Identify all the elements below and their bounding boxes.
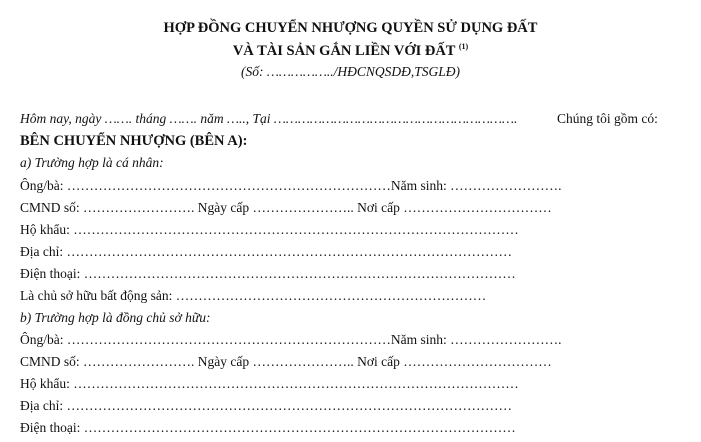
owner-field: Ông/bà: ………………………………………………………………Năm sinh: …………………….	[20, 178, 562, 193]
title-line-2-text: VÀ TÀI SẢN GẮN LIỀN VỚI ĐẤT	[232, 43, 456, 59]
contract-title-line-1: HỢP ĐỒNG CHUYỂN NHƯỢNG QUYỀN SỬ DỤNG ĐẤT	[163, 20, 538, 36]
co-owner-phone-field: Điện thoại: ……………………………………………………………………………………	[20, 420, 516, 435]
co-owner-id-card-field: CMND số: ……………………. Ngày cấp ………………….. Nơi cấp ……………………………	[20, 354, 552, 369]
section-a-heading: BÊN CHUYỂN NHƯỢNG (BÊN A):	[20, 133, 248, 149]
intro-parties-text: Chúng tôi gồm có:	[557, 111, 658, 126]
co-owner-field: Ông/bà: ………………………………………………………………Năm sinh: …………………….	[20, 332, 562, 347]
contract-number: (Số: ……………../HĐCNQSDĐ,TSGLĐ)	[240, 64, 461, 79]
contract-title-line-2	[0, 42, 701, 60]
intro-date-place: Hôm nay, ngày ……. tháng ……. năm ….., Tại …………………………………………………….	[20, 111, 518, 126]
household-field: Hộ khẩu: ………………………………………………………………………………………	[20, 222, 519, 237]
ownership-field: Là chủ sở hữu bất động sản: ……………………………………………………………	[20, 288, 487, 303]
address-field: Địa chỉ: ………………………………………………………………………………………	[20, 244, 512, 259]
footnote-marker: (1)	[458, 42, 469, 51]
co-owner-household-field: Hộ khẩu: ………………………………………………………………………………………	[20, 376, 519, 391]
case-b-heading: b) Trường hợp là đồng chủ sở hữu:	[20, 310, 211, 325]
phone-field: Điện thoại: ……………………………………………………………………………………	[20, 266, 516, 281]
case-a-heading: a) Trường hợp là cá nhân:	[20, 155, 164, 170]
co-owner-address-field: Địa chỉ: ………………………………………………………………………………………	[20, 398, 512, 413]
id-card-field: CMND số: ……………………. Ngày cấp ………………….. Nơi cấp ……………………………	[20, 200, 552, 215]
